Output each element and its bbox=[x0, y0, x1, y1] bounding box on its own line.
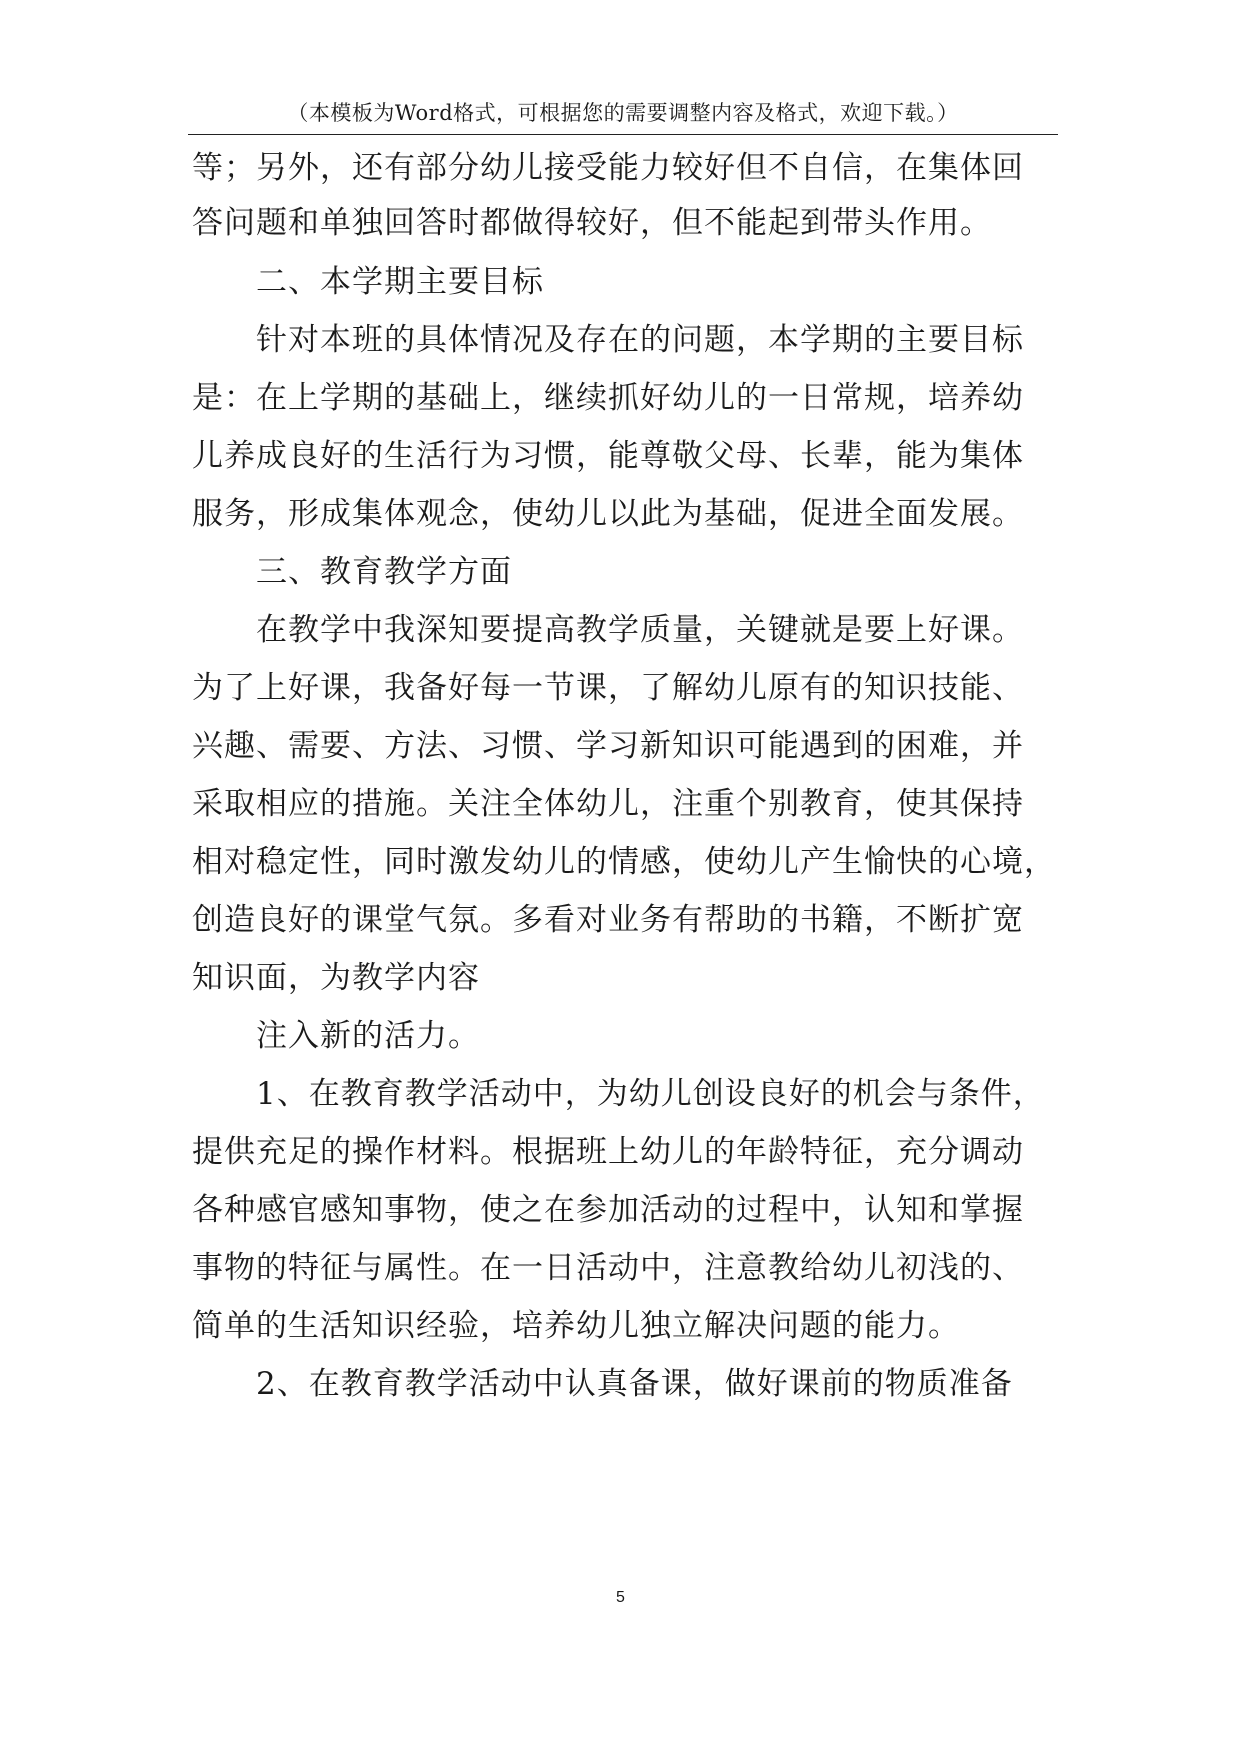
body-line: 提供充足的操作材料。根据班上幼儿的年龄特征，充分调动 bbox=[192, 1134, 1024, 1170]
body-line: 创造良好的课堂气氛。多看对业务有帮助的书籍，不断扩宽 bbox=[192, 902, 1024, 938]
list-item-2: 2、在教育教学活动中认真备课，做好课前的物质准备 bbox=[256, 1366, 1013, 1402]
body-line: 答问题和单独回答时都做得较好，但不能起到带头作用。 bbox=[192, 205, 992, 241]
body-line: 服务，形成集体观念，使幼儿以此为基础，促进全面发展。 bbox=[192, 496, 1024, 532]
body-line: 事物的特征与属性。在一日活动中，注意教给幼儿初浅的、 bbox=[192, 1250, 1024, 1286]
page-number: 5 bbox=[616, 1589, 625, 1606]
body-line: 在教学中我深知要提高教学质量，关键就是要上好课。 bbox=[256, 612, 1024, 648]
body-line: 相对稳定性，同时激发幼儿的情感，使幼儿产生愉快的心境， bbox=[192, 844, 1056, 880]
body-line: 各种感官感知事物，使之在参加活动的过程中，认知和掌握 bbox=[192, 1192, 1024, 1228]
body-line: 简单的生活知识经验，培养幼儿独立解决问题的能力。 bbox=[192, 1308, 960, 1344]
body-line: 兴趣、需要、方法、习惯、学习新知识可能遇到的困难，并 bbox=[192, 728, 1024, 764]
body-line: 注入新的活力。 bbox=[256, 1018, 480, 1054]
body-line: 知识面，为教学内容 bbox=[192, 960, 480, 996]
section-heading: 二、本学期主要目标 bbox=[256, 264, 544, 300]
list-item-1: 1、在教育教学活动中，为幼儿创设良好的机会与条件， bbox=[256, 1076, 1045, 1112]
section-heading: 三、教育教学方面 bbox=[256, 554, 512, 590]
body-line: 采取相应的措施。关注全体幼儿，注重个别教育，使其保持 bbox=[192, 786, 1024, 822]
body-line: 针对本班的具体情况及存在的问题，本学期的主要目标 bbox=[256, 322, 1024, 358]
header-divider bbox=[188, 134, 1058, 135]
body-line: 是：在上学期的基础上，继续抓好幼儿的一日常规，培养幼 bbox=[192, 380, 1024, 416]
body-line: 儿养成良好的生活行为习惯，能尊敬父母、长辈，能为集体 bbox=[192, 438, 1024, 474]
header-note: （本模板为Word格式，可根据您的需要调整内容及格式，欢迎下载。） bbox=[287, 101, 959, 125]
body-line: 为了上好课，我备好每一节课，了解幼儿原有的知识技能、 bbox=[192, 670, 1024, 706]
body-line: 等；另外，还有部分幼儿接受能力较好但不自信，在集体回 bbox=[192, 150, 1024, 186]
